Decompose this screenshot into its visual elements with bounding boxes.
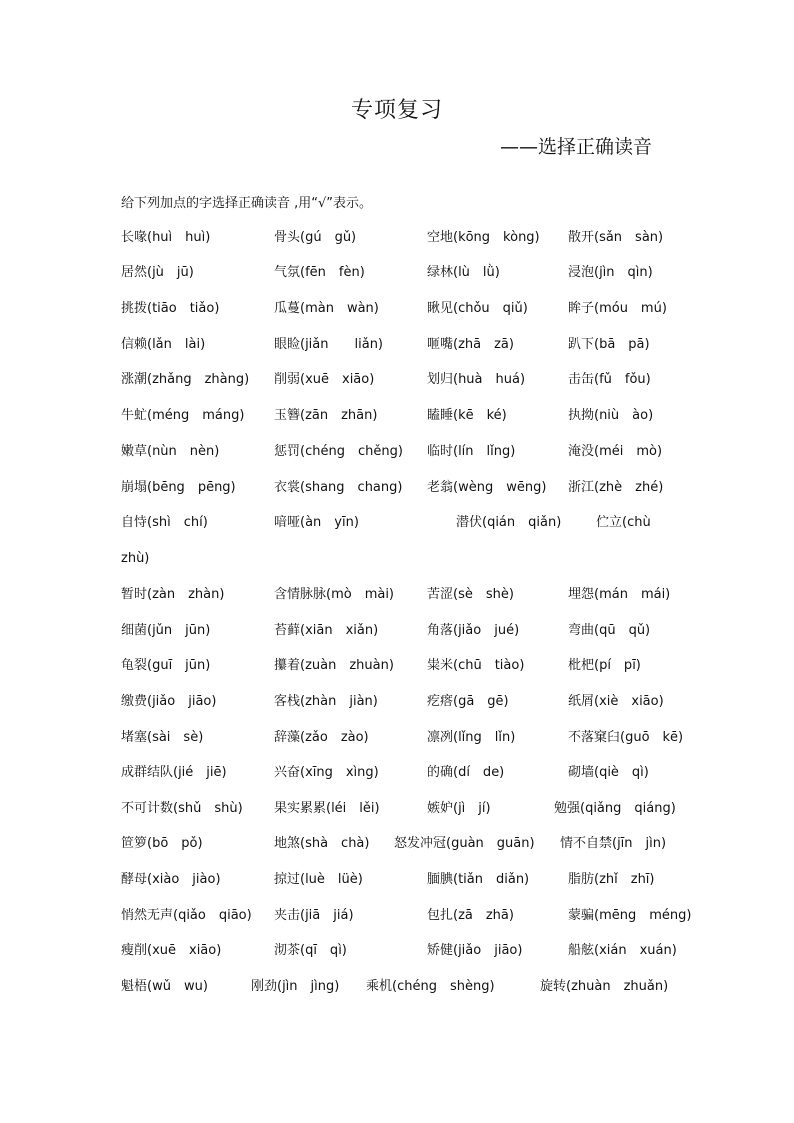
vocab-item: 砌墙(qiè qì) xyxy=(568,765,649,780)
vocab-item: 信赖(lǎn lài) xyxy=(121,337,206,352)
page-title: 专项复习 xyxy=(350,98,443,123)
vocab-item: 瘦削(xuē xiāo) xyxy=(121,943,222,958)
vocab-item: 气氛(fēn fèn) xyxy=(274,265,365,280)
vocab-item: 笸箩(bō pǒ) xyxy=(121,836,203,851)
vocab-item: 龟裂(guī jūn) xyxy=(121,658,211,673)
vocab-item: 果实累累(léi lěi) xyxy=(274,801,380,816)
vocab-item: 苦涩(sè shè) xyxy=(427,587,514,602)
vocab-item: 趴下(bā pā) xyxy=(568,337,650,352)
vocab-item: 弯曲(qū qǔ) xyxy=(568,623,651,638)
vocab-item: 削弱(xuē xiāo) xyxy=(274,372,375,387)
vocab-item: 执拗(niù ào) xyxy=(568,408,654,423)
vocab-item: 眼睑(jiǎn liǎn) xyxy=(274,337,384,352)
vocab-item: 空地(kōng kòng) xyxy=(427,230,540,245)
vocab-item: 的确(dí de) xyxy=(427,765,505,780)
vocab-item: 嫩草(nùn nèn) xyxy=(121,444,220,459)
vocab-item: 矫健(jiǎo jiāo) xyxy=(427,943,523,958)
vocab-item: 不落窠臼(guō kē) xyxy=(568,730,684,745)
vocab-item: 淹没(méi mò) xyxy=(568,444,663,459)
vocab-item: 瞌睡(kē ké) xyxy=(427,408,507,423)
vocab-item: 刚劲(jìn jìng) xyxy=(251,979,340,994)
vocab-item: 乘机(chéng shèng) xyxy=(366,979,495,994)
vocab-item: 凛冽(lǐng lǐn) xyxy=(427,730,516,745)
vocab-item: 酵母(xiào jiào) xyxy=(121,872,221,887)
vocab-item: zhù) xyxy=(121,551,150,566)
vocab-item: 临时(lín lǐng) xyxy=(427,444,516,459)
vocab-item: 喑哑(àn yīn) xyxy=(274,515,359,530)
vocab-item: 咂嘴(zhā zā) xyxy=(427,337,514,352)
vocab-item: 腼腆(tiǎn diǎn) xyxy=(427,872,530,887)
vocab-item: 居然(jù jū) xyxy=(121,265,194,280)
vocab-item: 枇杷(pí pī) xyxy=(568,658,641,673)
vocab-item: 自恃(shì chí) xyxy=(121,515,208,530)
vocab-item: 老翁(wèng wēng) xyxy=(427,480,547,495)
vocab-item: 暂时(zàn zhàn) xyxy=(121,587,225,602)
vocab-item: 旋转(zhuàn zhuǎn) xyxy=(540,979,669,994)
vocab-item: 细菌(jǔn jūn) xyxy=(121,623,211,638)
vocab-item: 埋怨(mán mái) xyxy=(568,587,671,602)
vocab-item: 悄然无声(qiǎo qiāo) xyxy=(121,908,252,923)
vocab-item: 崩塌(bēng pēng) xyxy=(121,480,236,495)
vocab-item: 击缶(fǔ fǒu) xyxy=(568,372,651,387)
vocab-item: 牛虻(méng máng) xyxy=(121,408,245,423)
vocab-item: 惩罚(chéng chěng) xyxy=(274,444,403,459)
vocab-item: 涨潮(zhǎng zhàng) xyxy=(121,372,250,387)
vocab-item: 衣裳(shang chang) xyxy=(274,480,403,495)
vocab-item: 骨头(gú gǔ) xyxy=(274,230,357,245)
vocab-item: 长喙(huì huì) xyxy=(121,230,211,245)
vocab-item: 堵塞(sài sè) xyxy=(121,730,204,745)
vocab-item: 兴奋(xīng xìng) xyxy=(274,765,379,780)
vocab-item: 辞藻(zǎo zào) xyxy=(274,730,369,745)
instruction-text: 给下列加点的字选择正确读音 ,用“√”表示。 xyxy=(121,196,373,211)
vocab-item: 角落(jiǎo jué) xyxy=(427,623,520,638)
vocab-item: 潜伏(qián qiǎn) xyxy=(456,515,562,530)
vocab-item: 散开(sǎn sàn) xyxy=(568,230,664,245)
page-subtitle: ——选择正确读音 xyxy=(500,136,653,158)
vocab-item: 挑拨(tiāo tiǎo) xyxy=(121,301,220,316)
vocab-item: 包扎(zā zhā) xyxy=(427,908,514,923)
vocab-item: 纸屑(xiè xiāo) xyxy=(568,694,664,709)
vocab-item: 瞅见(chǒu qiǔ) xyxy=(427,301,528,316)
vocab-item: 划归(huà huá) xyxy=(427,372,526,387)
vocab-item: 怒发冲冠(guàn guān) xyxy=(394,836,535,851)
vocab-item: 不可计数(shǔ shù) xyxy=(121,801,243,816)
vocab-item: 浸泡(jìn qìn) xyxy=(568,265,653,280)
vocab-item: 浙江(zhè zhé) xyxy=(568,480,664,495)
vocab-item: 情不自禁(jīn jìn) xyxy=(560,836,667,851)
vocab-item: 苔藓(xiān xiǎn) xyxy=(274,623,379,638)
vocab-item: 客栈(zhàn jiàn) xyxy=(274,694,378,709)
vocab-item: 勉强(qiǎng qiáng) xyxy=(554,801,676,816)
vocab-item: 眸子(móu mú) xyxy=(568,301,667,316)
vocab-item: 掠过(luè lüè) xyxy=(274,872,363,887)
vocab-item: 地煞(shà chà) xyxy=(274,836,370,851)
vocab-item: 魁梧(wǔ wu) xyxy=(121,979,208,994)
vocab-item: 嫉妒(jì jí) xyxy=(427,801,491,816)
vocab-item: 攥着(zuàn zhuàn) xyxy=(274,658,394,673)
vocab-item: 含情脉脉(mò mài) xyxy=(274,587,395,602)
vocab-item: 缴费(jiǎo jiāo) xyxy=(121,694,217,709)
vocab-item: 粜米(chū tiào) xyxy=(427,658,525,673)
vocab-item: 疙瘩(gā gē) xyxy=(427,694,509,709)
vocab-item: 玉簪(zān zhān) xyxy=(274,408,378,423)
vocab-item: 船舷(xián xuán) xyxy=(568,943,677,958)
vocab-item: 沏茶(qī qì) xyxy=(274,943,347,958)
vocab-item: 脂肪(zhǐ zhī) xyxy=(568,872,655,887)
vocab-item: 绿林(lù lǜ) xyxy=(427,265,500,280)
vocab-item: 伫立(chù xyxy=(596,515,651,530)
vocab-item: 夹击(jiā jiá) xyxy=(274,908,354,923)
vocab-item: 瓜蔓(màn wàn) xyxy=(274,301,379,316)
vocab-item: 蒙骗(mēng méng) xyxy=(568,908,692,923)
vocab-item: 成群结队(jié jiē) xyxy=(121,765,227,780)
